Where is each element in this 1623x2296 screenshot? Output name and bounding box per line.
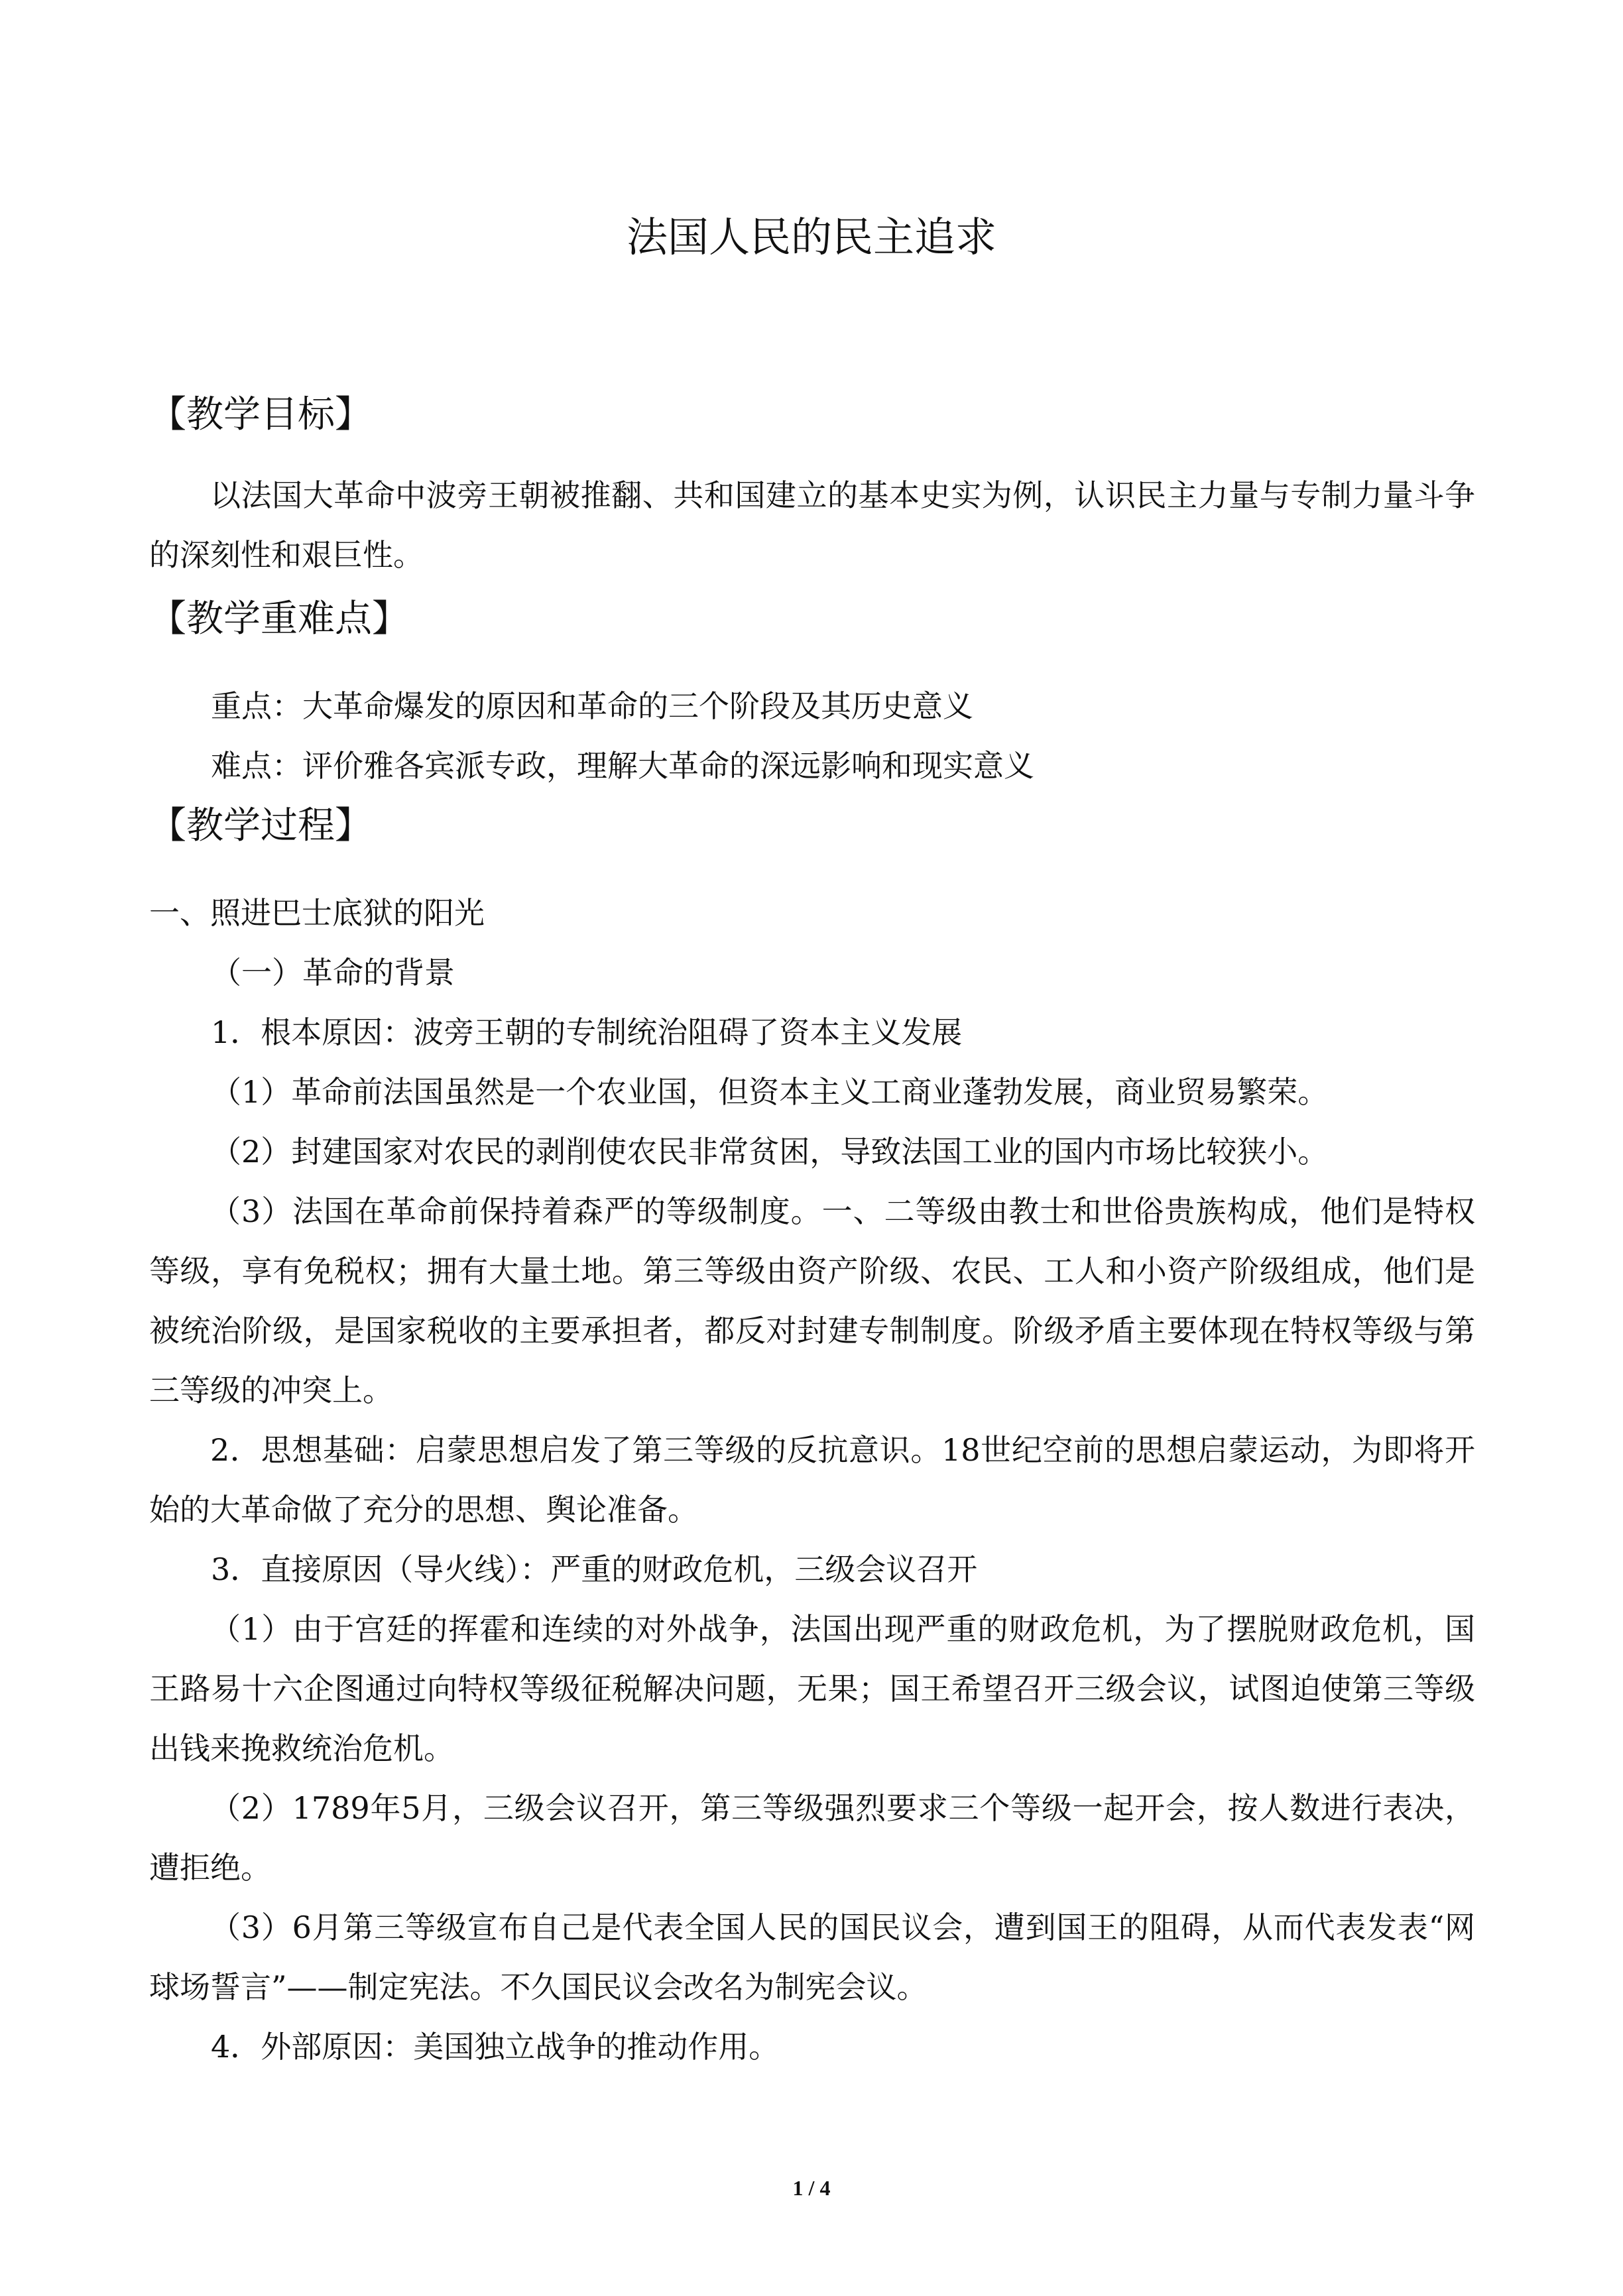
item1-3-paragraph: （3）法国在革命前保持着森严的等级制度。一、二等级由教士和世俗贵族构成，他们是特权等级，享有免税权；拥有大量土地。第三等级由资产阶级、农民、工人和小资产阶级组成，他们是被统治阶级，是国家税收的主要承担者，都反对封建专制制度。阶级矛盾主要体现在特权等级与第三等级的冲突上。 (149, 1193, 1475, 1408)
objectives-paragraph: 以法国大革命中波旁王朝被推翻、共和国建立的基本史实为例，认识民主力量与专制力量斗争的深刻性和艰巨性。 (149, 477, 1475, 573)
item1-line: 1．根本原因：波旁王朝的专制统治阻碍了资本主义发展 (211, 1014, 963, 1050)
item2-paragraph: 2．思想基础：启蒙思想启发了第三等级的反抗意识。18世纪空前的思想启蒙运动，为即将开始的大革命做了充分的思想、舆论准备。 (149, 1432, 1475, 1528)
item3-3-paragraph: （3）6月第三等级宣布自己是代表全国人民的国民议会，遭到国王的阻碍，从而代表发表“网球场誓言”——制定宪法。不久国民议会改名为制宪会议。 (149, 1909, 1475, 2005)
item3-1-paragraph: （1）由于宫廷的挥霍和连续的对外战争，法国出现严重的财政危机，为了摆脱财政危机，国王路易十六企图通过向特权等级征税解决问题，无果；国王希望召开三级会议，试图迫使第三等级出钱来挽救统治危机。 (149, 1611, 1475, 1766)
item1-1-line: （1）革命前法国虽然是一个农业国，但资本主义工商业蓬勃发展，商业贸易繁荣。 (211, 1074, 1329, 1110)
heading-process: 【教学过程】 (149, 804, 372, 847)
item3-2-paragraph: （2）1789年5月，三级会议召开，第三等级强烈要求三个等级一起开会，按人数进行表决，遭拒绝。 (149, 1790, 1475, 1886)
item3-line: 3．直接原因（导火线）：严重的财政危机，三级会议召开 (211, 1551, 978, 1587)
part1-title: 一、照进巴士底狱的阳光 (149, 895, 485, 931)
difficult-point-line: 难点：评价雅各宾派专政，理解大革命的深远影响和现实意义 (211, 748, 1034, 784)
heading-objectives: 【教学目标】 (149, 393, 372, 436)
item1-2-line: （2）封建国家对农民的剥削使农民非常贫困，导致法国工业的国内市场比较狭小。 (211, 1134, 1329, 1170)
document-title: 法国人民的民主追求 (626, 213, 996, 261)
item4-line: 4．外部原因：美国独立战争的推动作用。 (211, 2029, 780, 2065)
page-number: 1 / 4 (792, 2176, 831, 2200)
heading-key-points: 【教学重难点】 (149, 597, 409, 640)
key-point-line: 重点：大革命爆发的原因和革命的三个阶段及其历史意义 (211, 688, 973, 724)
sub1-title: （一）革命的背景 (211, 955, 455, 991)
